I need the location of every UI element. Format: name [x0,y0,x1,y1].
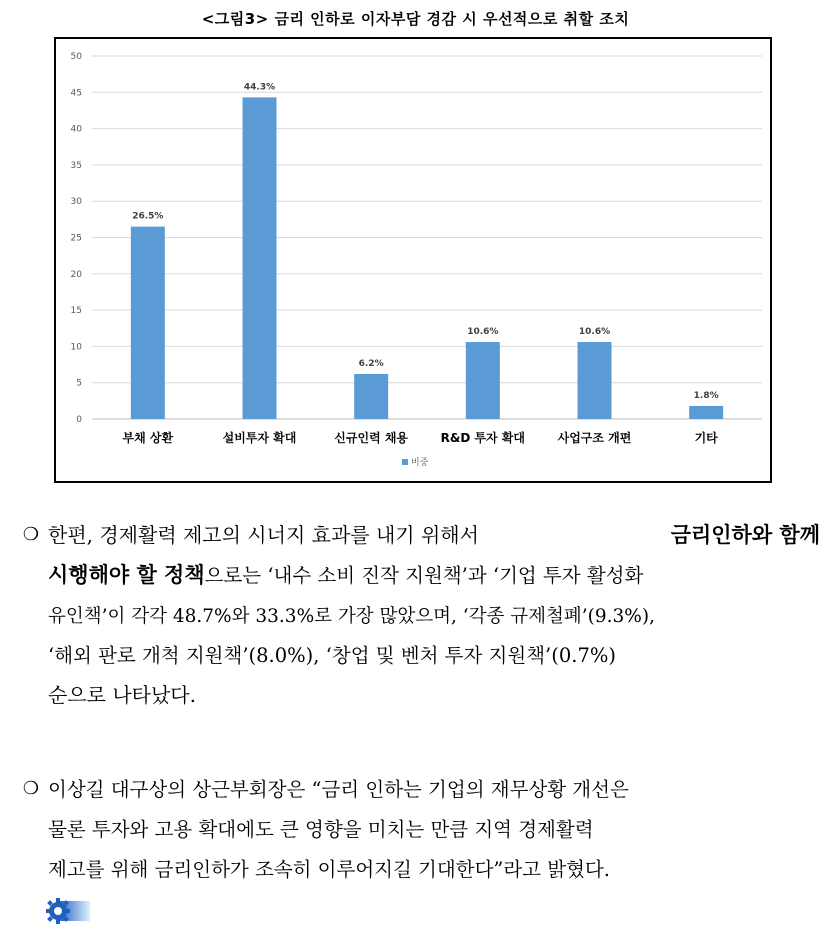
category-label: 신규인력 채용 [334,431,409,445]
legend-label: 비중 [411,458,429,468]
category-label: 설비투자 확대 [222,431,297,445]
bar-chart [54,37,772,483]
bar [243,97,277,419]
bar [578,342,612,419]
data-label: 1.8% [693,390,719,401]
y-tick-label: 25 [70,233,82,244]
y-tick-label: 35 [70,160,82,171]
category-label: 부채 상환 [122,431,174,445]
y-tick-label: 30 [70,197,82,208]
y-tick-label: 20 [70,269,82,280]
category-label: R&D 투자 확대 [440,431,526,445]
paragraph-text: 유인책’이 각각 48.7%와 33.3%로 가장 많았으며, ‘각종 규제철폐’(9.3%), [48,606,655,627]
data-label: 26.5% [132,211,164,222]
paragraph-text: 순으로 나타났다. [48,683,196,707]
paragraph-policy [20,515,820,715]
y-tick-label: 0 [76,415,82,425]
paragraph-line [48,849,820,889]
y-tick-label: 50 [70,52,82,62]
paragraph-line [48,635,820,675]
y-tick-label: 15 [70,306,82,317]
y-tick-label: 10 [70,342,82,353]
paragraph-line [48,809,820,849]
paragraph-line [48,675,820,715]
paragraph-line [48,595,820,635]
category-label: 기타 [694,431,718,445]
y-tick-label: 5 [76,378,82,389]
data-label: 10.6% [467,327,499,338]
bullet-icon: ❍ [22,778,40,799]
paragraph-text: 한편, 경제활력 제고의 시너지 효과를 내기 위해서 [48,523,479,547]
bar [689,406,723,419]
paragraph-line [48,515,820,555]
bullet-icon: ❍ [22,524,40,545]
paragraph-quote [20,769,820,889]
paragraph-text: ‘해외 판로 개척 지원책’(8.0%), ‘창업 및 벤처 투자 지원책’(0.7%) [48,644,616,667]
data-label: 44.3% [243,82,276,93]
paragraph-text: 이상길 대구상의 상근부회장은 “금리 인하는 기업의 재무상황 개선은 [48,778,629,801]
bar [131,227,165,419]
bar [466,342,500,419]
gear-logo-icon [44,897,90,925]
data-label: 6.2% [358,358,384,369]
paragraph-line [48,769,820,809]
emphasis-text: 금리인하와 함께 [670,523,820,547]
paragraph-line [48,555,820,595]
legend-swatch [402,459,408,465]
bar [354,374,388,419]
figure-title: <그림3> 금리 인하로 이자부담 경감 시 우선적으로 취할 조치 [201,10,630,28]
data-label: 10.6% [578,327,611,338]
paragraph-text: 으로는 ‘내수 소비 진작 지원책’과 ‘기업 투자 활성화 [204,564,644,587]
paragraph-text: 물론 투자와 고용 확대에도 큰 영향을 미치는 만큼 지역 경제활력 [48,818,594,841]
chart-svg [56,39,770,481]
category-label: 사업구조 개편 [557,431,632,445]
paragraph-text: 제고를 위해 금리인하가 조속히 이루어지길 기대한다”라고 밝혔다. [48,858,610,881]
y-tick-label: 45 [70,88,82,99]
emphasis-text: 시행해야 할 정책 [48,563,205,587]
y-tick-label: 40 [70,124,82,135]
